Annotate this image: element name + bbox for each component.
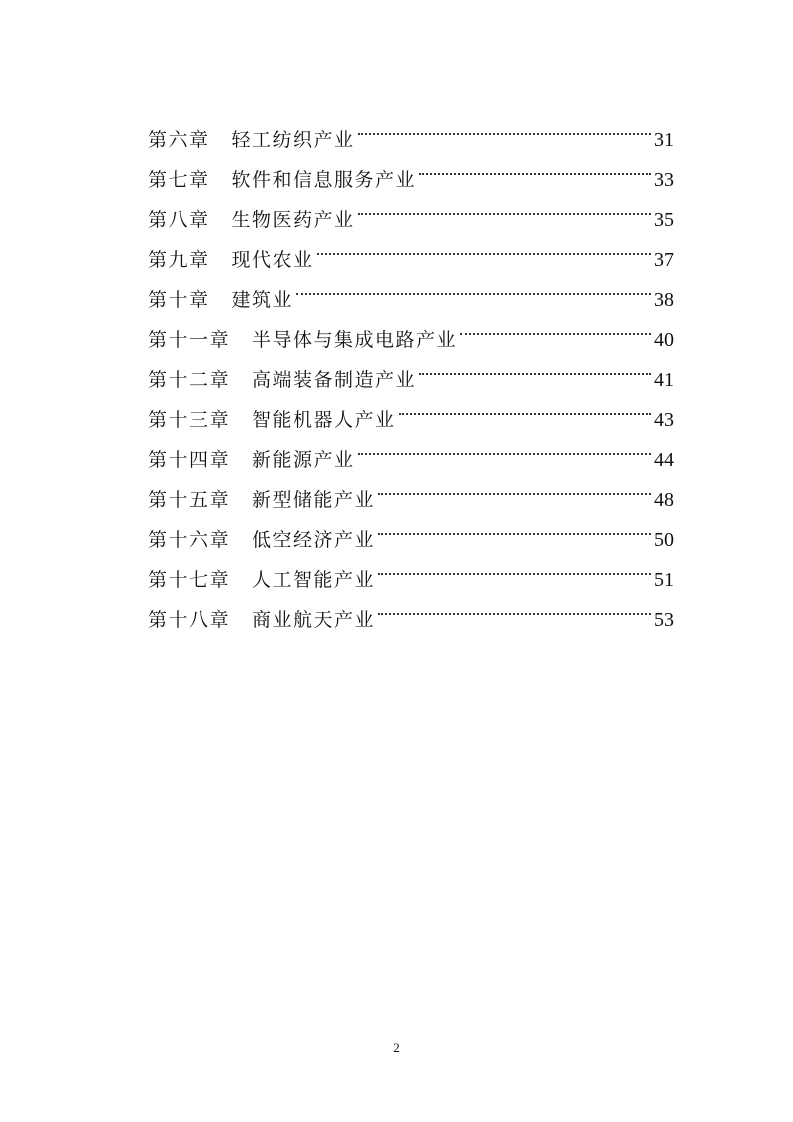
- dot-leader: [358, 426, 651, 466]
- toc-chapter-label: 第十六章: [148, 529, 231, 551]
- toc-entry-title: 高端装备制造产业: [252, 369, 417, 391]
- dot-leader: [358, 106, 651, 146]
- dot-leader: [378, 466, 651, 506]
- toc-entry-10[interactable]: [148, 266, 674, 311]
- page-number: 2: [393, 1040, 400, 1055]
- dot-leader: [296, 266, 651, 306]
- toc-chapter-label: 第十七章: [148, 569, 231, 591]
- toc-page-number: 48: [654, 489, 674, 511]
- toc-entry-9[interactable]: [148, 226, 674, 271]
- table-of-contents: [148, 106, 674, 631]
- dot-leader: [399, 386, 651, 426]
- toc-entry-8[interactable]: [148, 186, 674, 231]
- dot-leader: [419, 146, 651, 186]
- toc-entry-title: 软件和信息服务产业: [231, 169, 417, 191]
- toc-chapter-label: 第六章: [148, 129, 210, 151]
- toc-entry-6[interactable]: [148, 106, 674, 151]
- toc-chapter-label: 第十四章: [148, 449, 231, 471]
- toc-page-number: 35: [654, 209, 674, 231]
- toc-page-number: 43: [654, 409, 674, 431]
- toc-chapter-label: 第十二章: [148, 369, 231, 391]
- dot-leader: [358, 186, 651, 226]
- toc-page-number: 44: [654, 449, 674, 471]
- toc-entry-title: 现代农业: [231, 249, 314, 271]
- toc-chapter-label: 第十章: [148, 289, 210, 311]
- toc-entry-11[interactable]: [148, 306, 674, 351]
- toc-entry-7[interactable]: [148, 146, 674, 191]
- toc-page-number: 51: [654, 569, 674, 591]
- toc-page-number: 38: [654, 289, 674, 311]
- toc-chapter-label: 第十三章: [148, 409, 231, 431]
- toc-page-number: 33: [654, 169, 674, 191]
- toc-chapter-label: 第十八章: [148, 609, 231, 631]
- dot-leader: [460, 306, 651, 346]
- toc-entry-title: 轻工纺织产业: [231, 129, 355, 151]
- toc-entry-title: 人工智能产业: [252, 569, 376, 591]
- toc-entry-title: 商业航天产业: [252, 609, 376, 631]
- toc-entry-title: 半导体与集成电路产业: [252, 329, 458, 351]
- toc-entry-title: 建筑业: [231, 289, 294, 311]
- toc-chapter-label: 第十五章: [148, 489, 231, 511]
- dot-leader: [419, 346, 651, 386]
- toc-page-number: 40: [654, 329, 674, 351]
- toc-page-number: 37: [654, 249, 674, 271]
- toc-chapter-label: 第八章: [148, 209, 210, 231]
- toc-page-number: 53: [654, 609, 674, 631]
- toc-entry-title: 智能机器人产业: [252, 409, 396, 431]
- toc-entry-title: 新能源产业: [252, 449, 355, 471]
- toc-page-number: 50: [654, 529, 674, 551]
- dot-leader: [378, 586, 651, 626]
- toc-entry-title: 生物医药产业: [231, 209, 355, 231]
- toc-page-number: 41: [654, 369, 674, 391]
- dot-leader: [378, 546, 651, 586]
- dot-leader: [378, 506, 651, 546]
- dot-leader: [317, 226, 651, 266]
- toc-chapter-label: 第七章: [148, 169, 210, 191]
- toc-entry-title: 新型储能产业: [252, 489, 376, 511]
- toc-page-number: 31: [654, 129, 674, 151]
- toc-chapter-label: 第九章: [148, 249, 210, 271]
- toc-chapter-label: 第十一章: [148, 329, 231, 351]
- toc-entry-title: 低空经济产业: [252, 529, 376, 551]
